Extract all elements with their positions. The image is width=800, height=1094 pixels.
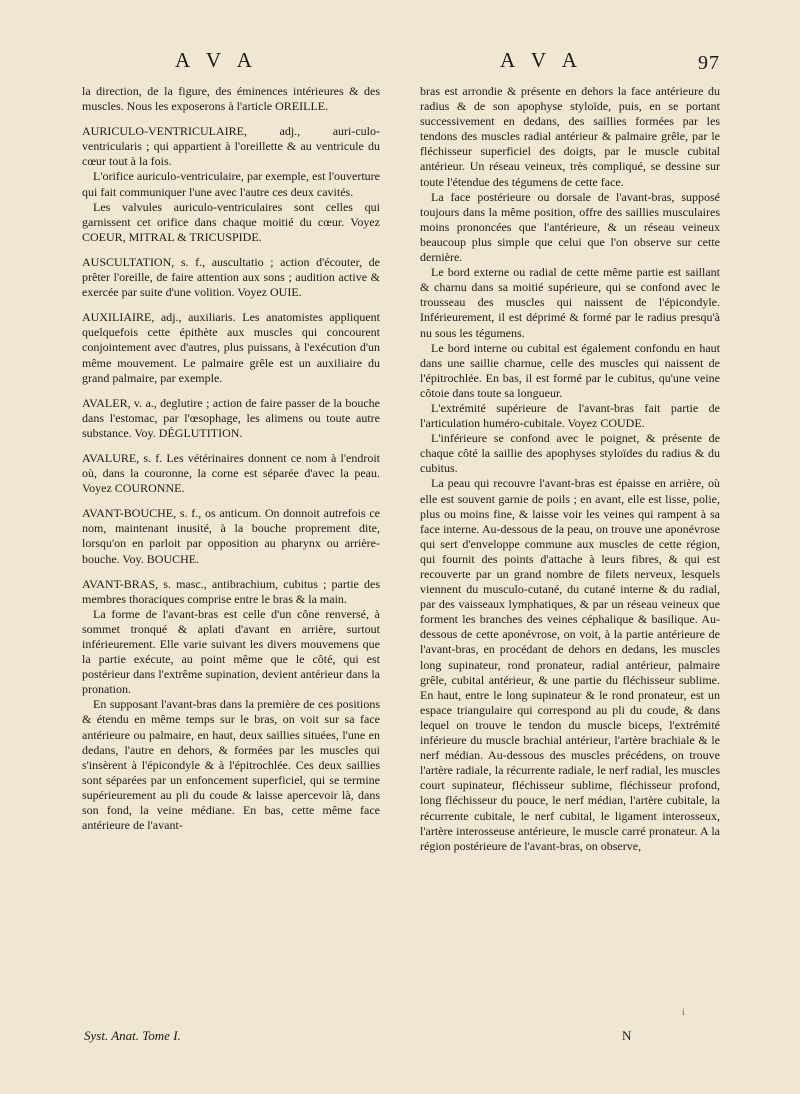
footer-gathering-mark: N	[622, 1028, 632, 1043]
page-footer	[80, 1028, 720, 1048]
footer-signature: Syst. Anat. Tome I.	[84, 1028, 181, 1043]
left-column-paragraph: AVANT-BRAS, s. masc., antibrachium, cubitus ; partie des membres thoraciques comprise entre le bras & la main.	[82, 576, 380, 606]
left-column-paragraph: L'orifice auriculo-ventriculaire, par exemple, est l'ouverture qui fait communiquer l'une avec l'autre ces deux cavités.	[82, 169, 380, 199]
left-column-paragraph: AUXILIAIRE, adj., auxiliaris. Les anatomistes appliquent quelquefois cette épithète aux muscles qui concourent conjointement avec d'autres, plus puissans, à l'exécution d'un même mouvement. Le palmaire grêle est un auxiliaire du grand palmaire, par exemple.	[82, 310, 380, 385]
right-column-paragraph: Le bord externe ou radial de cette même partie est saillant & charnu dans sa moitié supérieure, qui se confond avec le trousseau des muscles qui naissent de l'épicondyle. Inférieurement, il est déprimé & formé par le radius presqu'à nu sous les tégumens.	[420, 265, 720, 340]
left-column-paragraph: la direction, de la figure, des éminences intérieures & des muscles. Nous les exposerons à l'article OREILLE.	[82, 84, 380, 114]
right-column-paragraph: bras est arrondie & présente en dehors la face antérieure du radius & de son apophyse styloïde, puis, en se portant successivement en dedans, des saillies formées par les tendons des muscles radial antérieur & palmaire grêle, par le fléchisseur superficiel des doigts, par le muscle cubital antérieur. Un réseau veineux, très compliqué, se dessine sur toute l'étendue des tégumens de cette face.	[420, 84, 720, 189]
left-column-paragraph: Les valvules auriculo-ventriculaires sont celles qui garnissent cet orifice dans chaque moitié du cœur. Voyez COEUR, MITRAL & TRICUSPIDE.	[82, 199, 380, 244]
left-column-paragraph: AVANT-BOUCHE, s. f., os anticum. On donnoit autrefois ce nom, maintenant inusité, à la bouche proprement dite, lorsqu'on en parloit par opposition au pharynx ou arrière-bouche. Voy. BOUCHE.	[82, 506, 380, 566]
left-column-paragraph: AVALER, v. a., deglutire ; action de faire passer de la bouche dans l'estomac, par l'œsophage, les alimens ou toute autre substance. Voy. DÉGLUTITION.	[82, 395, 380, 440]
left-column-paragraph: AUSCULTATION, s. f., auscultatio ; action d'écouter, de prêter l'oreille, de faire attention aux sons ; audition active & exercée par suite d'une volition. Voyez OUIE.	[82, 254, 380, 300]
header-left: A V A	[175, 48, 258, 72]
right-column-paragraph: L'inférieure se confond avec le poignet, & présente de chaque côté la saillie des apophyses styloïdes du radius & du cubitus.	[420, 431, 720, 476]
right-column-paragraph: La peau qui recouvre l'avant-bras est épaisse en arrière, où elle est souvent garnie de poils ; en avant, elle est lisse, polie, plus ou moins fine, & laisse voir les veines qui rampent à sa face interne. Au-dessous de la peau, on trouve une aponévrose qui sert d'enveloppe commune aux muscles de cette région, qui fournit des points d'attache à leurs fibres, & qui est recouverte par un grand nombre de filets nerveux, lesquels viennent du musculo-cutané, du cutané interne & du radial, par des vaisseaux lymphatiques, & par un réseau veineux que forment les branches des veines céphalique & basilique. Au-dessous de cette aponévrose, on voit, à la partie antérieure de l'avant-bras, en procédant de dehors en dedans, les muscles long supinateur, rond pronateur, radial antérieur, palmaire grêle, cubital antérieur, & une partie du fléchisseur sublime. En haut, entre le long supinateur & le rond pronateur, est un espace triangulaire qui correspond au pli du coude, & dans lequel on trouve le tendon du muscle biceps, l'extrémité inférieure du muscle brachial antérieur, l'artère brachiale & le nerf médian. Au-dessous des muscles précédens, on trouve l'artère radiale, la récurrente radiale, le nerf radial, les muscles court supinateur, fléchisseur sublime, fléchisseur profond, long fléchisseur du pouce, le nerf médian, l'artère cubitale, la récurrente cubitale, le nerf cubital, le ligament interosseux, l'artère interosseuse antérieure, le muscle carré pronateur. A la région postérieure de l'avant-bras, on observe,	[420, 476, 720, 853]
margin-mark: i	[682, 1007, 685, 1017]
right-column	[420, 84, 720, 854]
page-number: 97	[698, 52, 720, 74]
left-column-paragraph: La forme de l'avant-bras est celle d'un cône renversé, à sommet tronqué & aplati d'avant en arrière, surtout inférieurement. Elle varie suivant les divers mouvemens que la partie exécute, au point même que le côté, qui est postérieur dans l'extrême supination, devient antérieur dans la pronation.	[82, 606, 380, 697]
right-column-paragraph: Le bord interne ou cubital est également confondu en haut dans une saillie charnue, celle des muscles qui naissent de l'épitrochlée. En bas, il est formé par le cubitus, qu'une veine côtoie dans toute sa longueur.	[420, 340, 720, 400]
header-right: A V A	[500, 48, 583, 72]
left-column-paragraph: En supposant l'avant-bras dans la première de ces positions & étendu en même temps sur le bras, on voit sur sa face antérieure ou palmaire, en haut, deux saillies situées, l'une en dedans, l'autre en dehors, & formées par les muscles qui s'insèrent à l'épicondyle & à l'épitrochlée. Ces deux saillies sont séparées par un enfoncement superficiel, qui se termine supérieurement au pli du coude & laisse apercevoir là, dans son fond, la veine médiane. En bas, cette même face antérieure de l'avant-	[82, 697, 380, 833]
running-header	[80, 48, 720, 78]
left-column	[82, 84, 380, 833]
left-column-paragraph: AURICULO-VENTRICULAIRE, adj., auri-culo-ventricularis ; qui appartient à l'oreillette & au ventricule du cœur tout à la fois.	[82, 124, 380, 169]
right-column-paragraph: La face postérieure ou dorsale de l'avant-bras, supposé toujours dans la même position, offre des saillies musculaires moins prononcées que l'antérieure, & un réseau veineux beaucoup plus simple que celui que l'on observe sur cette dernière.	[420, 189, 720, 265]
left-column-paragraph: AVALURE, s. f. Les vétérinaires donnent ce nom à l'endroit où, dans la couronne, la corne est séparée d'avec la peau. Voyez COURONNE.	[82, 450, 380, 496]
right-column-paragraph: L'extrémité supérieure de l'avant-bras fait partie de l'articulation huméro-cubitale. Voyez COUDE.	[420, 400, 720, 431]
